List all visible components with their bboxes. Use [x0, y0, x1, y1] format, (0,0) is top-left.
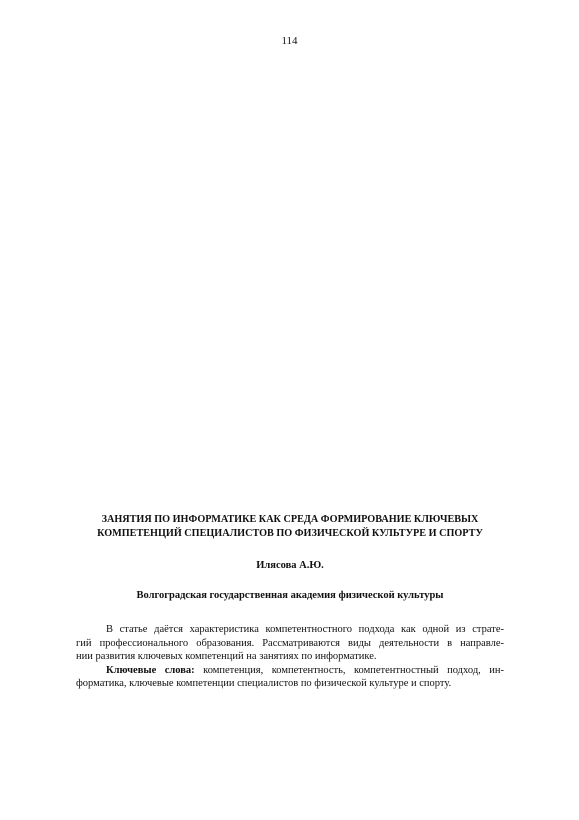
- article-block: [76, 513, 504, 691]
- abstract-line-2: гий профессионального образования. Рассматриваются виды деятельности в направле-: [76, 637, 504, 649]
- keywords-line-1: [76, 664, 504, 678]
- keywords-label: Ключевые слова:: [106, 664, 195, 676]
- article-author: Илясова А.Ю.: [256, 560, 324, 571]
- article-title-line-1: ЗАНЯТИЯ ПО ИНФОРМАТИКЕ КАК СРЕДА ФОРМИРОВАНИЕ КЛЮЧЕВЫХ: [101, 514, 479, 525]
- article-title: [76, 513, 504, 541]
- article-title-line-2: КОМПЕТЕНЦИЙ СПЕЦИАЛИСТОВ ПО ФИЗИЧЕСКОЙ КУЛЬТУРЕ И СПОРТУ: [97, 528, 483, 539]
- abstract-line-3: нии развития ключевых компетенций на занятиях по информатике.: [76, 651, 377, 662]
- keywords-line-2: форматика, ключевые компетенции специалистов по физической культуре и спорту.: [76, 678, 452, 689]
- article-abstract: [76, 623, 504, 691]
- article-affiliation: Волгоградская государственная академия физической культуры: [136, 590, 444, 601]
- abstract-line-1: В статье даётся характеристика компетентностного подхода как одной из страте-: [106, 624, 504, 635]
- keywords-text-1: компетенция, компетентность, компетентностный подход, ин-: [194, 664, 504, 676]
- page-number: 114: [281, 35, 298, 47]
